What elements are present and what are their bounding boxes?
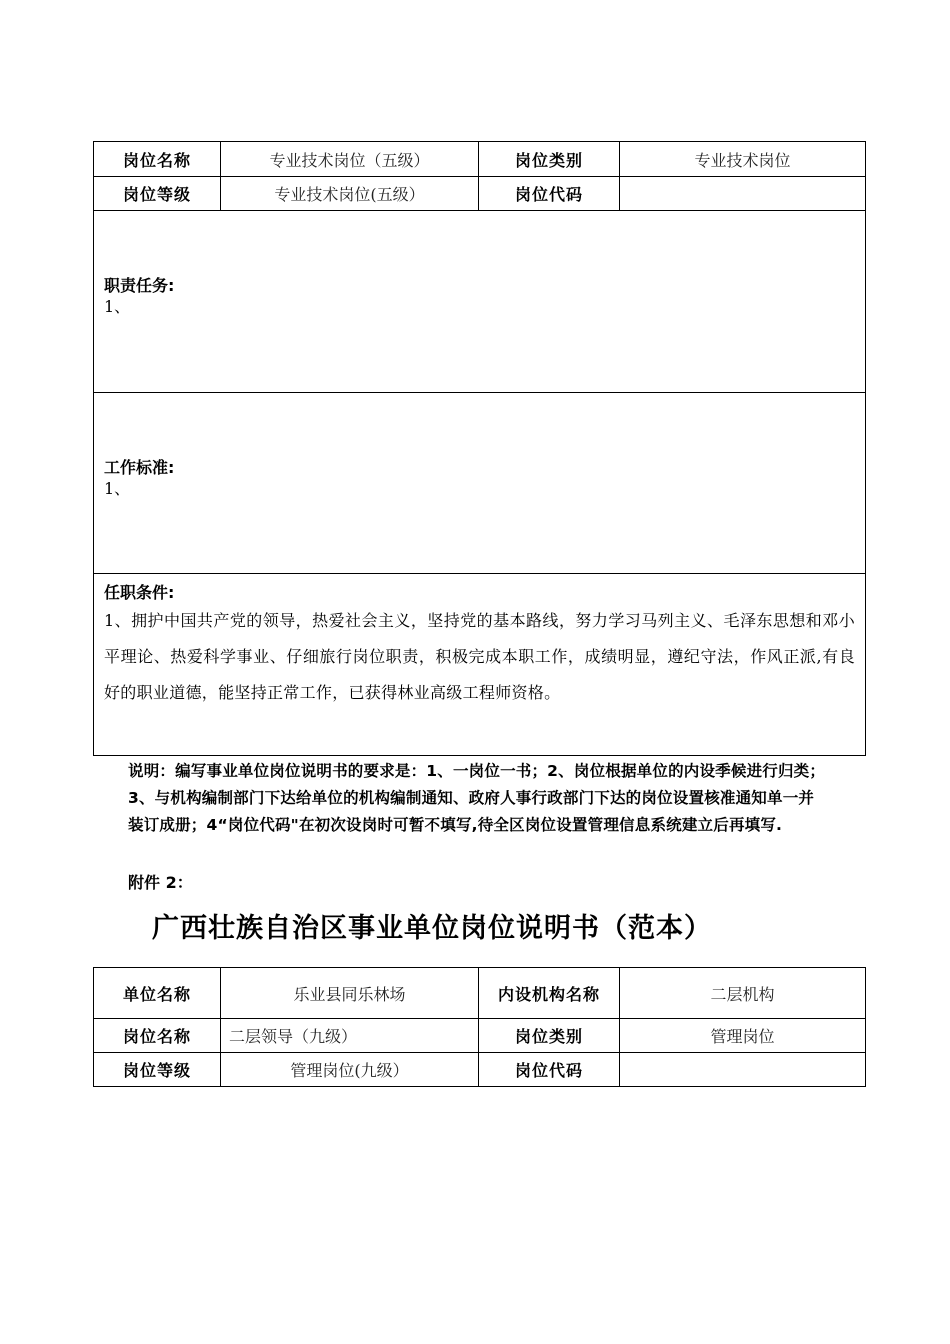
- value-post-category: 专业技术岗位: [620, 142, 866, 177]
- standards-text: 1、: [104, 479, 131, 498]
- standards-cell: [94, 393, 866, 574]
- duties-title: 职责任务:: [104, 276, 175, 295]
- requirements-cell: [94, 574, 866, 756]
- table1-row-standards: [94, 393, 866, 574]
- label-post-name: 岗位名称: [94, 142, 221, 177]
- value-post-code-2: [620, 1053, 866, 1087]
- instructions-note: 说明：编写事业单位岗位说明书的要求是：1、一岗位一书；2、岗位根据单位的内设季候进行归类；3、与机构编制部门下达给单位的机构编制通知、政府人事行政部门下达的岗位设置核准通知单一并装订成册；4“岗位代码"在初次设岗时可暂不填写,待全区岗位设置管理信息系统建立后再填写.: [128, 762, 826, 834]
- document-title: 广西壮族自治区事业单位岗位说明书（范本）: [152, 913, 712, 944]
- table1-row-duties: [94, 211, 866, 393]
- table2-row-unit: [94, 968, 866, 1019]
- duties-cell: [94, 211, 866, 393]
- label-post-grade: 岗位等级: [94, 177, 221, 211]
- label-post-grade-2: 岗位等级: [94, 1053, 221, 1087]
- value-post-category-2: 管理岗位: [620, 1019, 866, 1053]
- label-unit-name: 单位名称: [94, 968, 221, 1019]
- label-post-code-2: 岗位代码: [479, 1053, 620, 1087]
- table1-row-requirements: [94, 574, 866, 756]
- label-post-name-2: 岗位名称: [94, 1019, 221, 1053]
- standards-title: 工作标准:: [104, 458, 175, 477]
- job-description-table-2: [93, 967, 866, 1087]
- table1-row-grade: [94, 177, 866, 211]
- table2-row-name: [94, 1019, 866, 1053]
- label-post-category: 岗位类别: [479, 142, 620, 177]
- requirements-title: 任职条件:: [104, 583, 175, 602]
- label-post-code: 岗位代码: [479, 177, 620, 211]
- value-post-grade: 专业技术岗位(五级）: [221, 177, 479, 211]
- value-post-name: 专业技术岗位（五级）: [221, 142, 479, 177]
- job-description-table-1: [93, 141, 866, 756]
- duties-text: 1、: [104, 297, 131, 316]
- value-unit-name: 乐业县同乐林场: [221, 968, 479, 1019]
- value-post-code: [620, 177, 866, 211]
- value-post-grade-2: 管理岗位(九级）: [221, 1053, 479, 1087]
- value-post-name-2: 二层领导（九级）: [221, 1019, 479, 1053]
- table1-row-name: [94, 142, 866, 177]
- label-post-category-2: 岗位类别: [479, 1019, 620, 1053]
- table2-row-grade: [94, 1053, 866, 1087]
- requirements-text: 1、拥护中国共产党的领导，热爱社会主义，坚持党的基本路线，努力学习马列主义、毛泽东思想和邓小平理论、热爱科学事业、仔细旅行岗位职责，积极完成本职工作，成绩明显，遵纪守法，作风正派,有良好的职业道德，能坚持正常工作，已获得林业高级工程师资格。: [104, 611, 855, 702]
- attachment-label: 附件 2：: [128, 873, 193, 892]
- value-internal-org: 二层机构: [620, 968, 866, 1019]
- label-internal-org: 内设机构名称: [479, 968, 620, 1019]
